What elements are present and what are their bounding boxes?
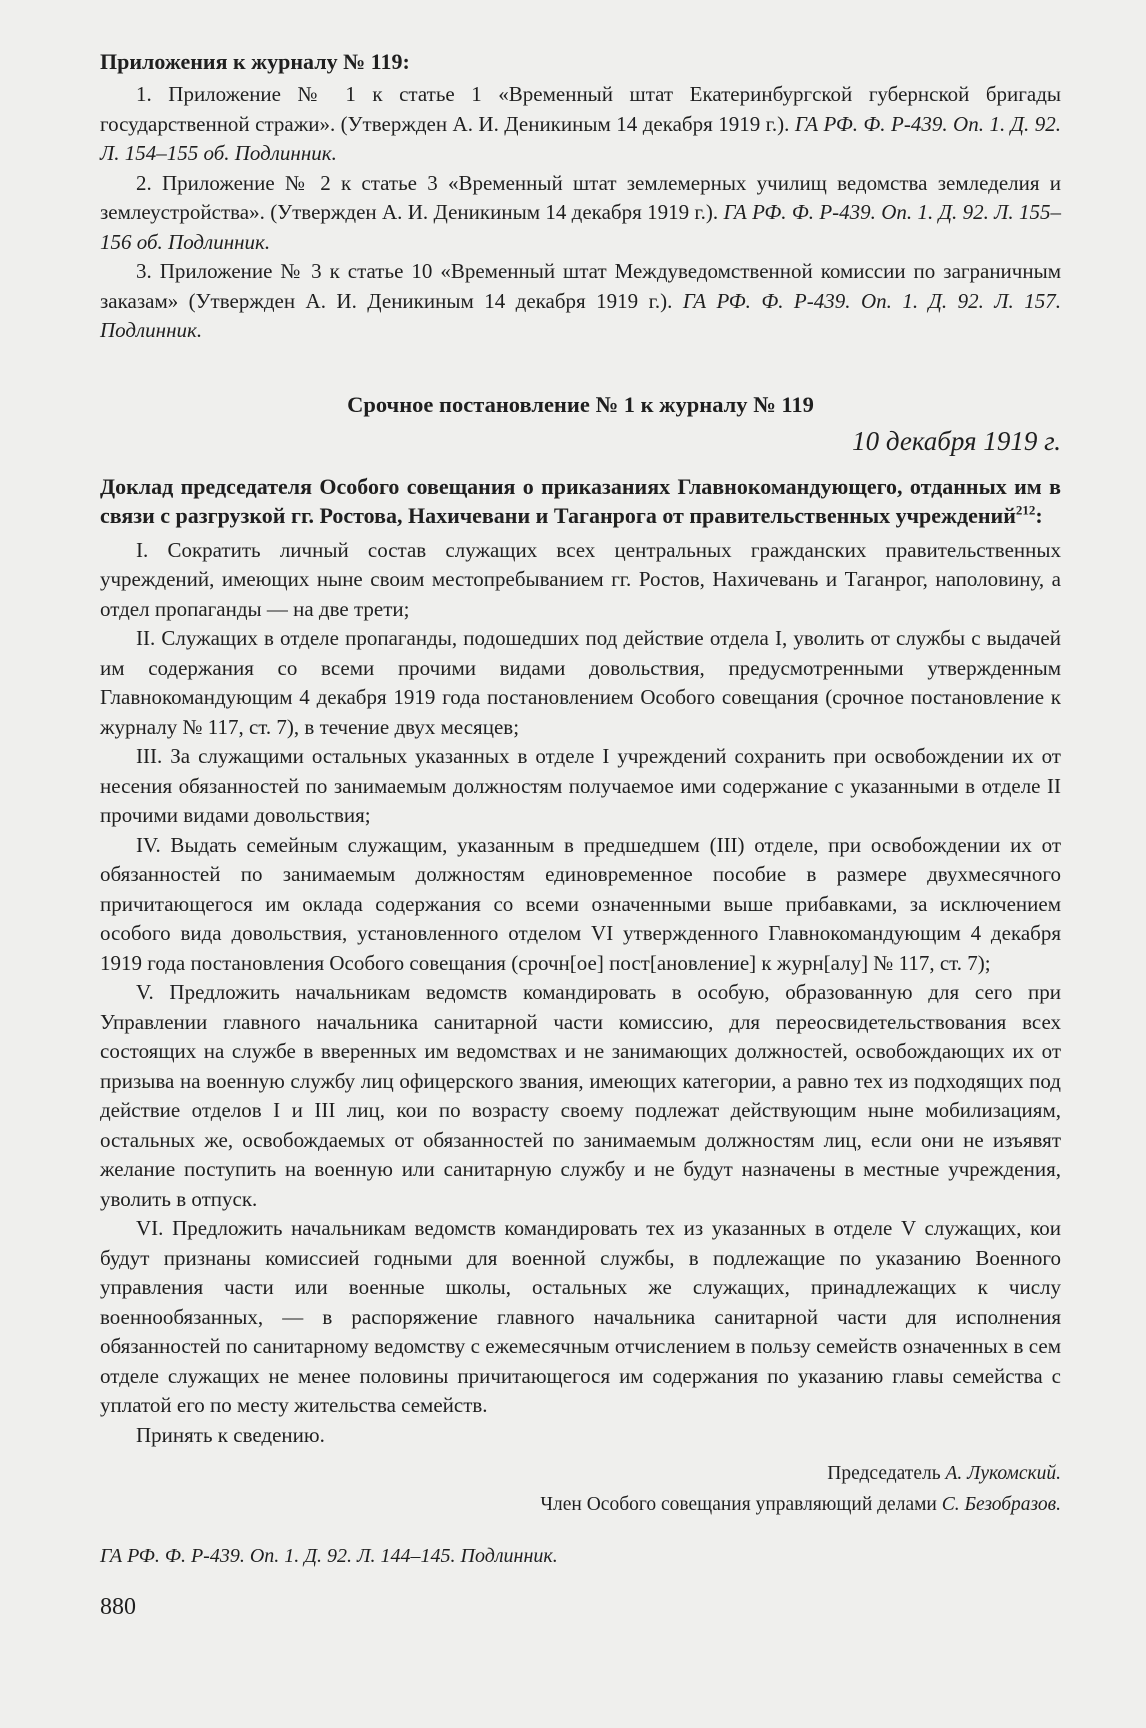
- resolution-paragraph: II. Служащих в отделе пропаганды, подошедших под действие отдела I, уволить от службы с выдачей им содержания со всеми прочими видами довольствия, предусмотренными утвержденным Главнокомандующим 4 декабря 1919 года постановлением Особого совещания (срочное постановление к журналу № 117, ст. 7), в течение двух месяцев;: [100, 626, 1061, 739]
- report-heading-text: Доклад председателя Особого совещания о приказаниях Главнокомандующего, отданных им в связи с разгрузкой гг. Ростова, Нахичевани и Таганрога от правительственных учреждений: [100, 473, 1061, 528]
- signature-role: Член Особого совещания управляющий делами: [540, 1494, 942, 1515]
- report-heading: [100, 472, 1061, 530]
- appendix-item: [100, 257, 1061, 346]
- resolution-paragraph: I. Сократить личный состав служащих всех центральных гражданских правительственных учреждений, имеющих ныне своим местопребыванием гг. Ростов, Нахичевань и Таганрог, наполовину, а отдел пропаганды — на две трети;: [100, 537, 1061, 621]
- signature-role: Председатель: [827, 1463, 946, 1484]
- archive-reference: ГА РФ. Ф. Р-439. Оп. 1. Д. 92. Л. 157. Подлинник.: [100, 288, 1061, 342]
- report-heading-colon: :: [1035, 502, 1043, 528]
- resolution-date: 10 декабря 1919 г.: [852, 425, 1061, 456]
- resolution-paragraph: Принять к сведению.: [136, 1422, 325, 1447]
- signature-name: А. Лукомский.: [945, 1463, 1061, 1484]
- resolution-paragraph: III. За служащими остальных указанных в отделе I учреждений сохранить при освобождении их от несения обязанностей по занимаемым должностям получаемое ими содержание с указанными в отделе II прочими видами довольствия;: [100, 744, 1061, 827]
- resolution-paragraph: IV. Выдать семейным служащим, указанным в предшедшем (III) отделе, при освобождении их от обязанностей по занимаемым должностям единовременное пособие в размере двухмесячного причитающегося им оклада содержания со всеми означенными выше прибавками, за исключением особого вида довольствия, установленного отделом VI утвержденного Главнокомандующим 4 декабря 1919 года постановления Особого совещания (срочн[ое] пост[ановление] к журн[алу] № 117, ст. 7);: [100, 832, 1061, 975]
- appendix-item-text: 1. Приложение № 1 к статье 1 «Временный штат Екатеринбургской губернской бригады государственной стражи». (Утвержден А. И. Деникиным 14 декабря 1919 г.).: [100, 82, 1061, 136]
- appendix-item-text: 3. Приложение № 3 к статье 10 «Временный штат Междуведомственной комиссии по заграничным заказам» (Утвержден А. И. Деникиным 14 декабря 1919 г.).: [100, 259, 1061, 313]
- page-number: 880: [100, 1594, 136, 1620]
- appendix-item: [100, 80, 1061, 169]
- resolution-paragraph: V. Предложить начальникам ведомств командировать в особую, образованную для сего при Управлении главного начальника санитарной части комиссию, для переосвидетельствования всех состоящих на службе в вверенных им ведомствах и не занимающих должностей, освобождающих их от призыва на военную службу лиц офицерского звания, имеющих категории, а равно тех из подходящих под действие отделов I и III лиц, кои по возрасту своему подлежат действующим ныне мобилизациям, остальных же, освобождаемых от обязанностей по занимаемым должностям лиц, если они не изъявят желание поступить на военную или санитарную службу и не будут назначены в местные учреждения, уволить в отпуск.: [100, 980, 1061, 1211]
- archive-reference: ГА РФ. Ф. Р-439. Оп. 1. Д. 92. Л. 155–156 об. Подлинник.: [100, 200, 1061, 254]
- signature-secretary: [100, 1489, 1061, 1520]
- page-content: [100, 48, 1061, 1621]
- footnote-mark: 212: [1015, 502, 1036, 518]
- archive-reference: ГА РФ. Ф. Р-439. Оп. 1. Д. 92. Л. 154–155 об. Подлинник.: [100, 111, 1061, 165]
- appendix-heading: Приложения к журналу № 119:: [100, 49, 410, 74]
- signature-name: С. Безобразов.: [941, 1494, 1061, 1515]
- resolution-paragraph: VI. Предложить начальникам ведомств командировать тех из указанных в отделе V служащих, кои будут признаны комиссией годными для военной службы, в подлежащие по указанию Военного управления части или военные школы, остальных же служащих, принадлежащих к числу военнообязанных, — в распоряжение главного начальника санитарной части для исполнения обязанностей по санитарному ведомству с ежемесячным отчислением в пользу семейств означенных в сем отделе служащих не менее половины причитающегося им содержания по указанию главы семейства с уплатой его по месту жительства семейств.: [100, 1216, 1061, 1417]
- appendix-item-text: 2. Приложение № 2 к статье 3 «Временный штат землемерных училищ ведомства земледелия и землеустройства». (Утвержден А. И. Деникиным 14 декабря 1919 г.).: [100, 170, 1061, 224]
- appendix-item: [100, 169, 1061, 258]
- signature-chairman: [100, 1458, 1061, 1489]
- source-reference: ГА РФ. Ф. Р-439. Оп. 1. Д. 92. Л. 144–145. Подлинник.: [100, 1545, 558, 1567]
- resolution-title: Срочное постановление № 1 к журналу № 119: [347, 391, 814, 417]
